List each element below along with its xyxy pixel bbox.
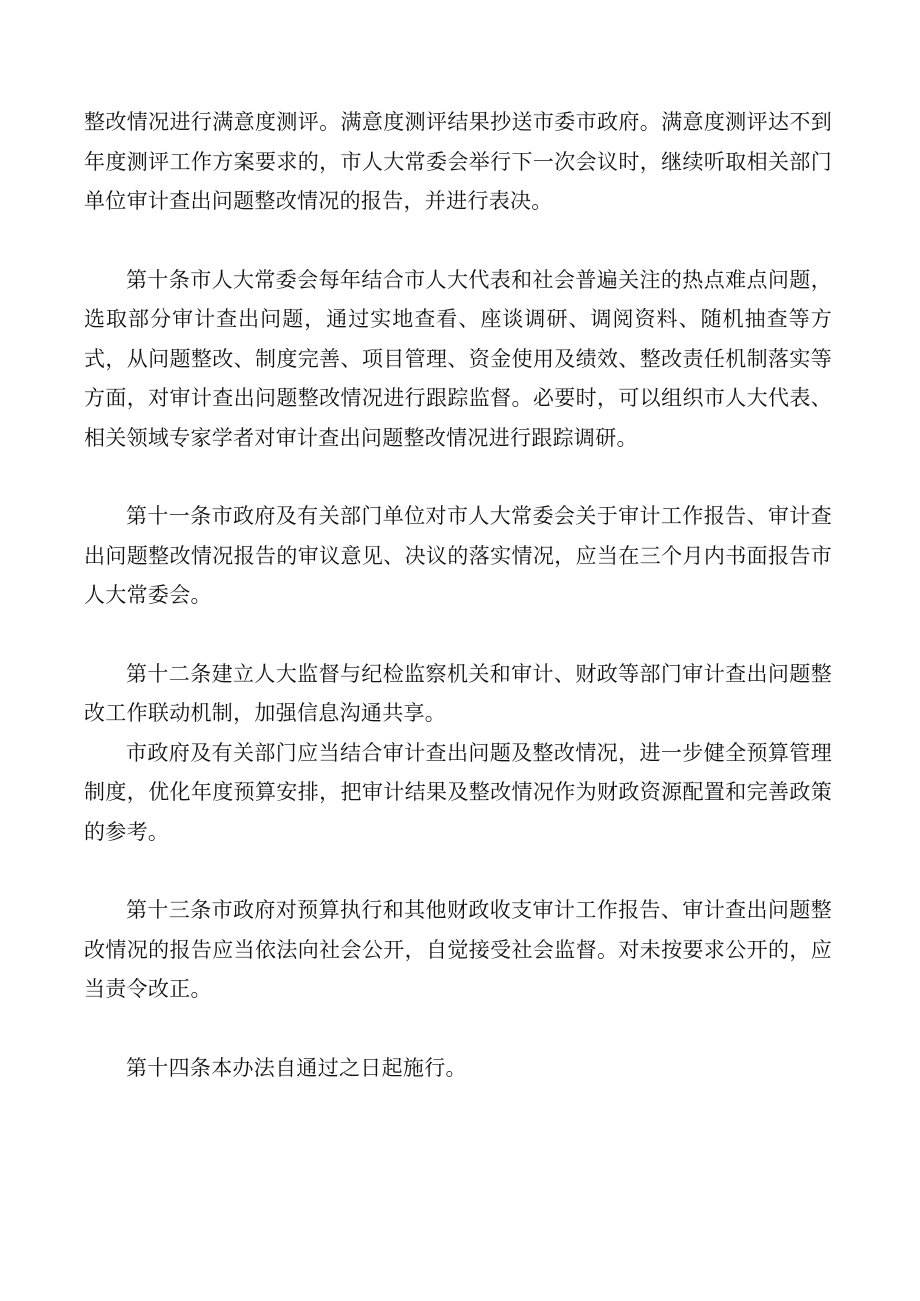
article-14-paragraph: 第十四条本办法自通过之日起施行。 [126,1055,467,1080]
article-10-paragraph: 第十条市人大常委会每年结合市人大代表和社会普遍关注的热点难点问题，选取部分审计查出问题，通过实地查看、座谈调研、调阅资料、随机抽查等方式，从问题整改、制度完善、项目管理、资金使用及绩效、整改责任机制落实等方面，对审计查出问题整改情况进行跟踪监督。必要时，可以组织市人大代表、相关领域专家学者对审计查出问题整改情况进行跟踪调研。 [84,267,832,450]
article-12-paragraph: 第十二条建立人大监督与纪检监察机关和审计、财政等部门审计查出问题整改工作联动机制，加强信息沟通共享。 [84,661,832,725]
article-13-paragraph: 第十三条市政府对预算执行和其他财政收支审计工作报告、审计查出问题整改情况的报告应当依法向社会公开，自觉接受社会监督。对未按要求公开的，应当责令改正。 [84,898,832,1001]
paragraph-continuation: 整改情况进行满意度测评。满意度测评结果抄送市委市政府。满意度测评达不到年度测评工作方案要求的，市人大常委会举行下一次会议时，继续听取相关部门单位审计查出问题整改情况的报告，并进行表决。 [84,110,832,213]
article-11-paragraph: 第十一条市政府及有关部门单位对市人大常委会关于审计工作报告、审计查出问题整改情况报告的审议意见、决议的落实情况，应当在三个月内书面报告市人大常委会。 [84,504,832,607]
document-body [84,103,832,1088]
article-12-subparagraph: 市政府及有关部门应当结合审计查出问题及整改情况，进一步健全预算管理制度，优化年度预算安排，把审计结果及整改情况作为财政资源配置和完善政策的参考。 [84,740,832,844]
